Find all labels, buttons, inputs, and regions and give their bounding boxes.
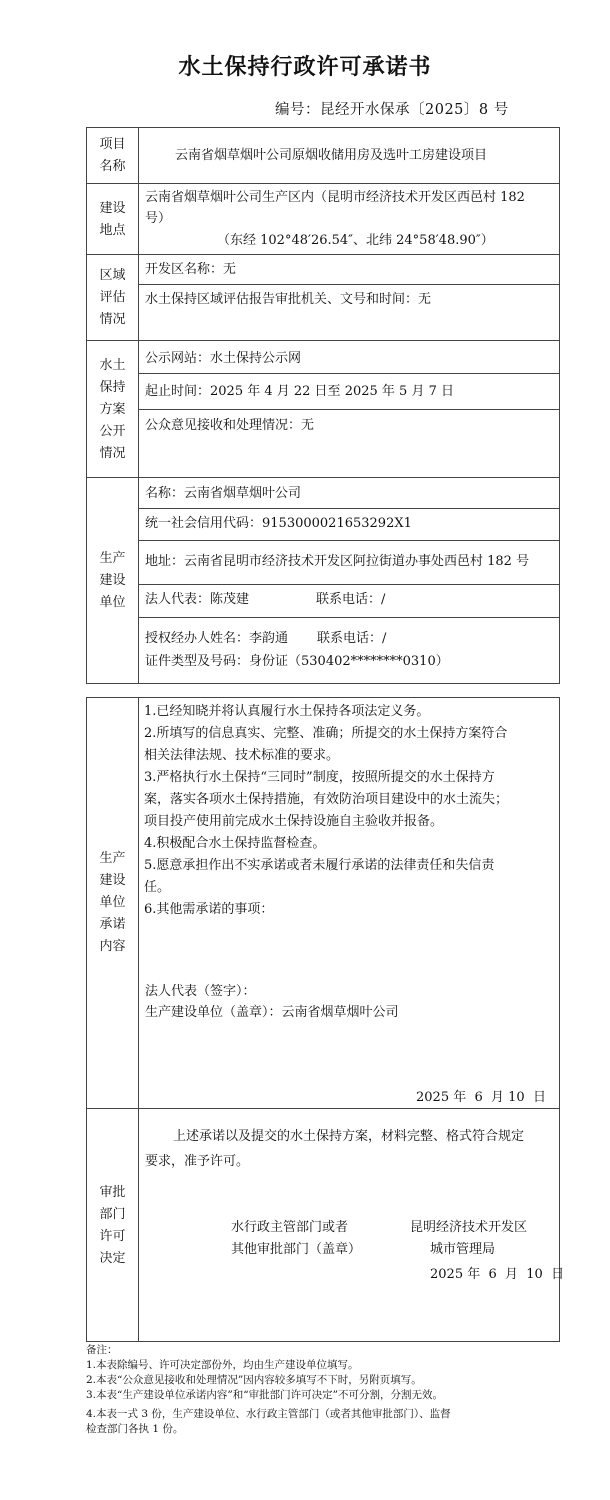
commitment-list [139, 701, 559, 921]
unit-seal-field: 生产建设单位（盖章）：云南省烟草烟叶公司 [145, 1005, 399, 1020]
project-label: 项目名称 [87, 128, 139, 183]
commitment-line: 4.积极配合水土保持监督检查。 [144, 836, 326, 851]
unit-address: 地址：云南省昆明市经济技术开发区阿拉街道办事处西邑村 182 号 [145, 554, 530, 569]
commitment-line: 相关法律法规、技术标准的要求。 [144, 748, 340, 763]
info-table [86, 127, 560, 684]
commitment-table [86, 697, 565, 1342]
document-number: 编号：昆经开水保承〔2025〕8 号 [275, 102, 509, 118]
note-item: 检查部门各执 1 份。 [86, 1423, 184, 1435]
commitment-label: 生产建设单位承诺内容 [87, 698, 139, 1108]
legal-signature-field: 法人代表（签字）： [145, 984, 256, 999]
unit-name: 名称：云南省烟草烟叶公司 [145, 486, 302, 501]
commitment-date: 2025 年 6 月 10 日 [416, 1090, 546, 1105]
approval-text-line2: 要求，准予许可。 [145, 1154, 250, 1169]
approval-text-line1: 上述承诺以及提交的水土保持方案，材料完整、格式符合规定 [173, 1129, 525, 1144]
unit-legal-phone: 联系电话：/ [316, 592, 386, 607]
commitment-line: 案，落实各项水土保持措施，有效防治项目建设中的水土流失； [144, 792, 509, 807]
unit-agent-phone: 联系电话：/ [317, 631, 387, 646]
notes [86, 1343, 560, 1437]
disclosure-site: 公示网站：水土保持公示网 [145, 351, 302, 366]
unit-row [87, 477, 559, 684]
project-name: 云南省烟草烟叶公司原烟收储用房及选叶工房建设项目 [175, 148, 488, 163]
disclosure-label: 水土保持方案公开情况 [87, 341, 139, 478]
unit-label: 生产建设单位 [87, 478, 139, 684]
commitment-line: 1.已经知晓并将认真履行水土保持各项法定义务。 [144, 704, 430, 719]
location-line1: 云南省烟草烟叶公司生产区内（昆明市经济技术开发区西邑村 182 [145, 190, 525, 205]
disclosure-period: 起止时间：2025 年 4 月 22 日至 2025 年 5 月 7 日 [145, 384, 454, 399]
location-coords: （东经 102°48′26.54″、北纬 24°58′48.90″） [217, 233, 494, 248]
approval-org-line2: 城市管理局 [430, 1242, 496, 1257]
page-title: 水土保持行政许可承诺书 [178, 55, 432, 80]
commitment-line: 任。 [144, 880, 171, 895]
project-row [87, 128, 559, 183]
regional-label: 区域评估情况 [87, 255, 139, 341]
approval-org-line1: 昆明经济技术开发区 [410, 1220, 528, 1235]
commitment-line: 6.其他需承诺的事项： [144, 902, 274, 917]
approval-date: 2025 年 6 月 10 日 [430, 1267, 565, 1282]
approval-label: 审批部门许可决定 [87, 1109, 139, 1342]
regional-row [87, 254, 559, 341]
location-label: 建设地点 [87, 184, 139, 255]
unit-legal-rep: 法人代表：陈茂建 [145, 592, 250, 607]
commitment-row [87, 698, 559, 1108]
regional-report: 水土保持区域评估报告审批机关、文号和时间：无 [145, 292, 432, 307]
unit-credit-code: 统一社会信用代码：9153000021653292X1 [145, 516, 412, 531]
location-line2: 号） [145, 211, 172, 226]
approval-dept-line1: 水行政主管部门或者 [231, 1220, 349, 1235]
approval-row [87, 1108, 565, 1342]
notes-heading: 备注： [86, 1344, 118, 1356]
unit-agent: 授权经办人姓名：李韵通 [145, 631, 289, 646]
regional-zone: 开发区名称：无 [145, 262, 237, 277]
note-item: 4.本表一式 3 份，生产建设单位、水行政主管部门（或者其他审批部门）、监督 [86, 1408, 451, 1420]
disclosure-feedback: 公众意见接收和处理情况：无 [145, 418, 315, 433]
commitment-line: 3.严格执行水土保持“三同时”制度，按照所提交的水土保持方 [144, 770, 495, 785]
commitment-line: 项目投产使用前完成水土保持设施自主验收并报备。 [144, 814, 444, 829]
location-row [87, 183, 559, 255]
note-item: 1.本表除编号、许可决定部份外，均由生产建设单位填写。 [86, 1359, 359, 1371]
disclosure-row [87, 340, 559, 478]
approval-dept-line2: 其他审批部门（盖章） [231, 1242, 362, 1257]
note-item: 3.本表“生产建设单位承诺内容”和“审批部门许可决定”不可分割，分割无效。 [86, 1389, 443, 1401]
commitment-line: 5.愿意承担作出不实承诺或者未履行承诺的法律责任和失信责 [144, 858, 495, 873]
commitment-line: 2.所填写的信息真实、完整、准确；所提交的水土保持方案符合 [144, 726, 508, 741]
unit-id: 证件类型及号码：身份证（530402********0310） [145, 654, 449, 669]
note-item: 2.本表“公众意见接收和处理情况”因内容较多填写不下时，另附页填写。 [86, 1374, 422, 1386]
